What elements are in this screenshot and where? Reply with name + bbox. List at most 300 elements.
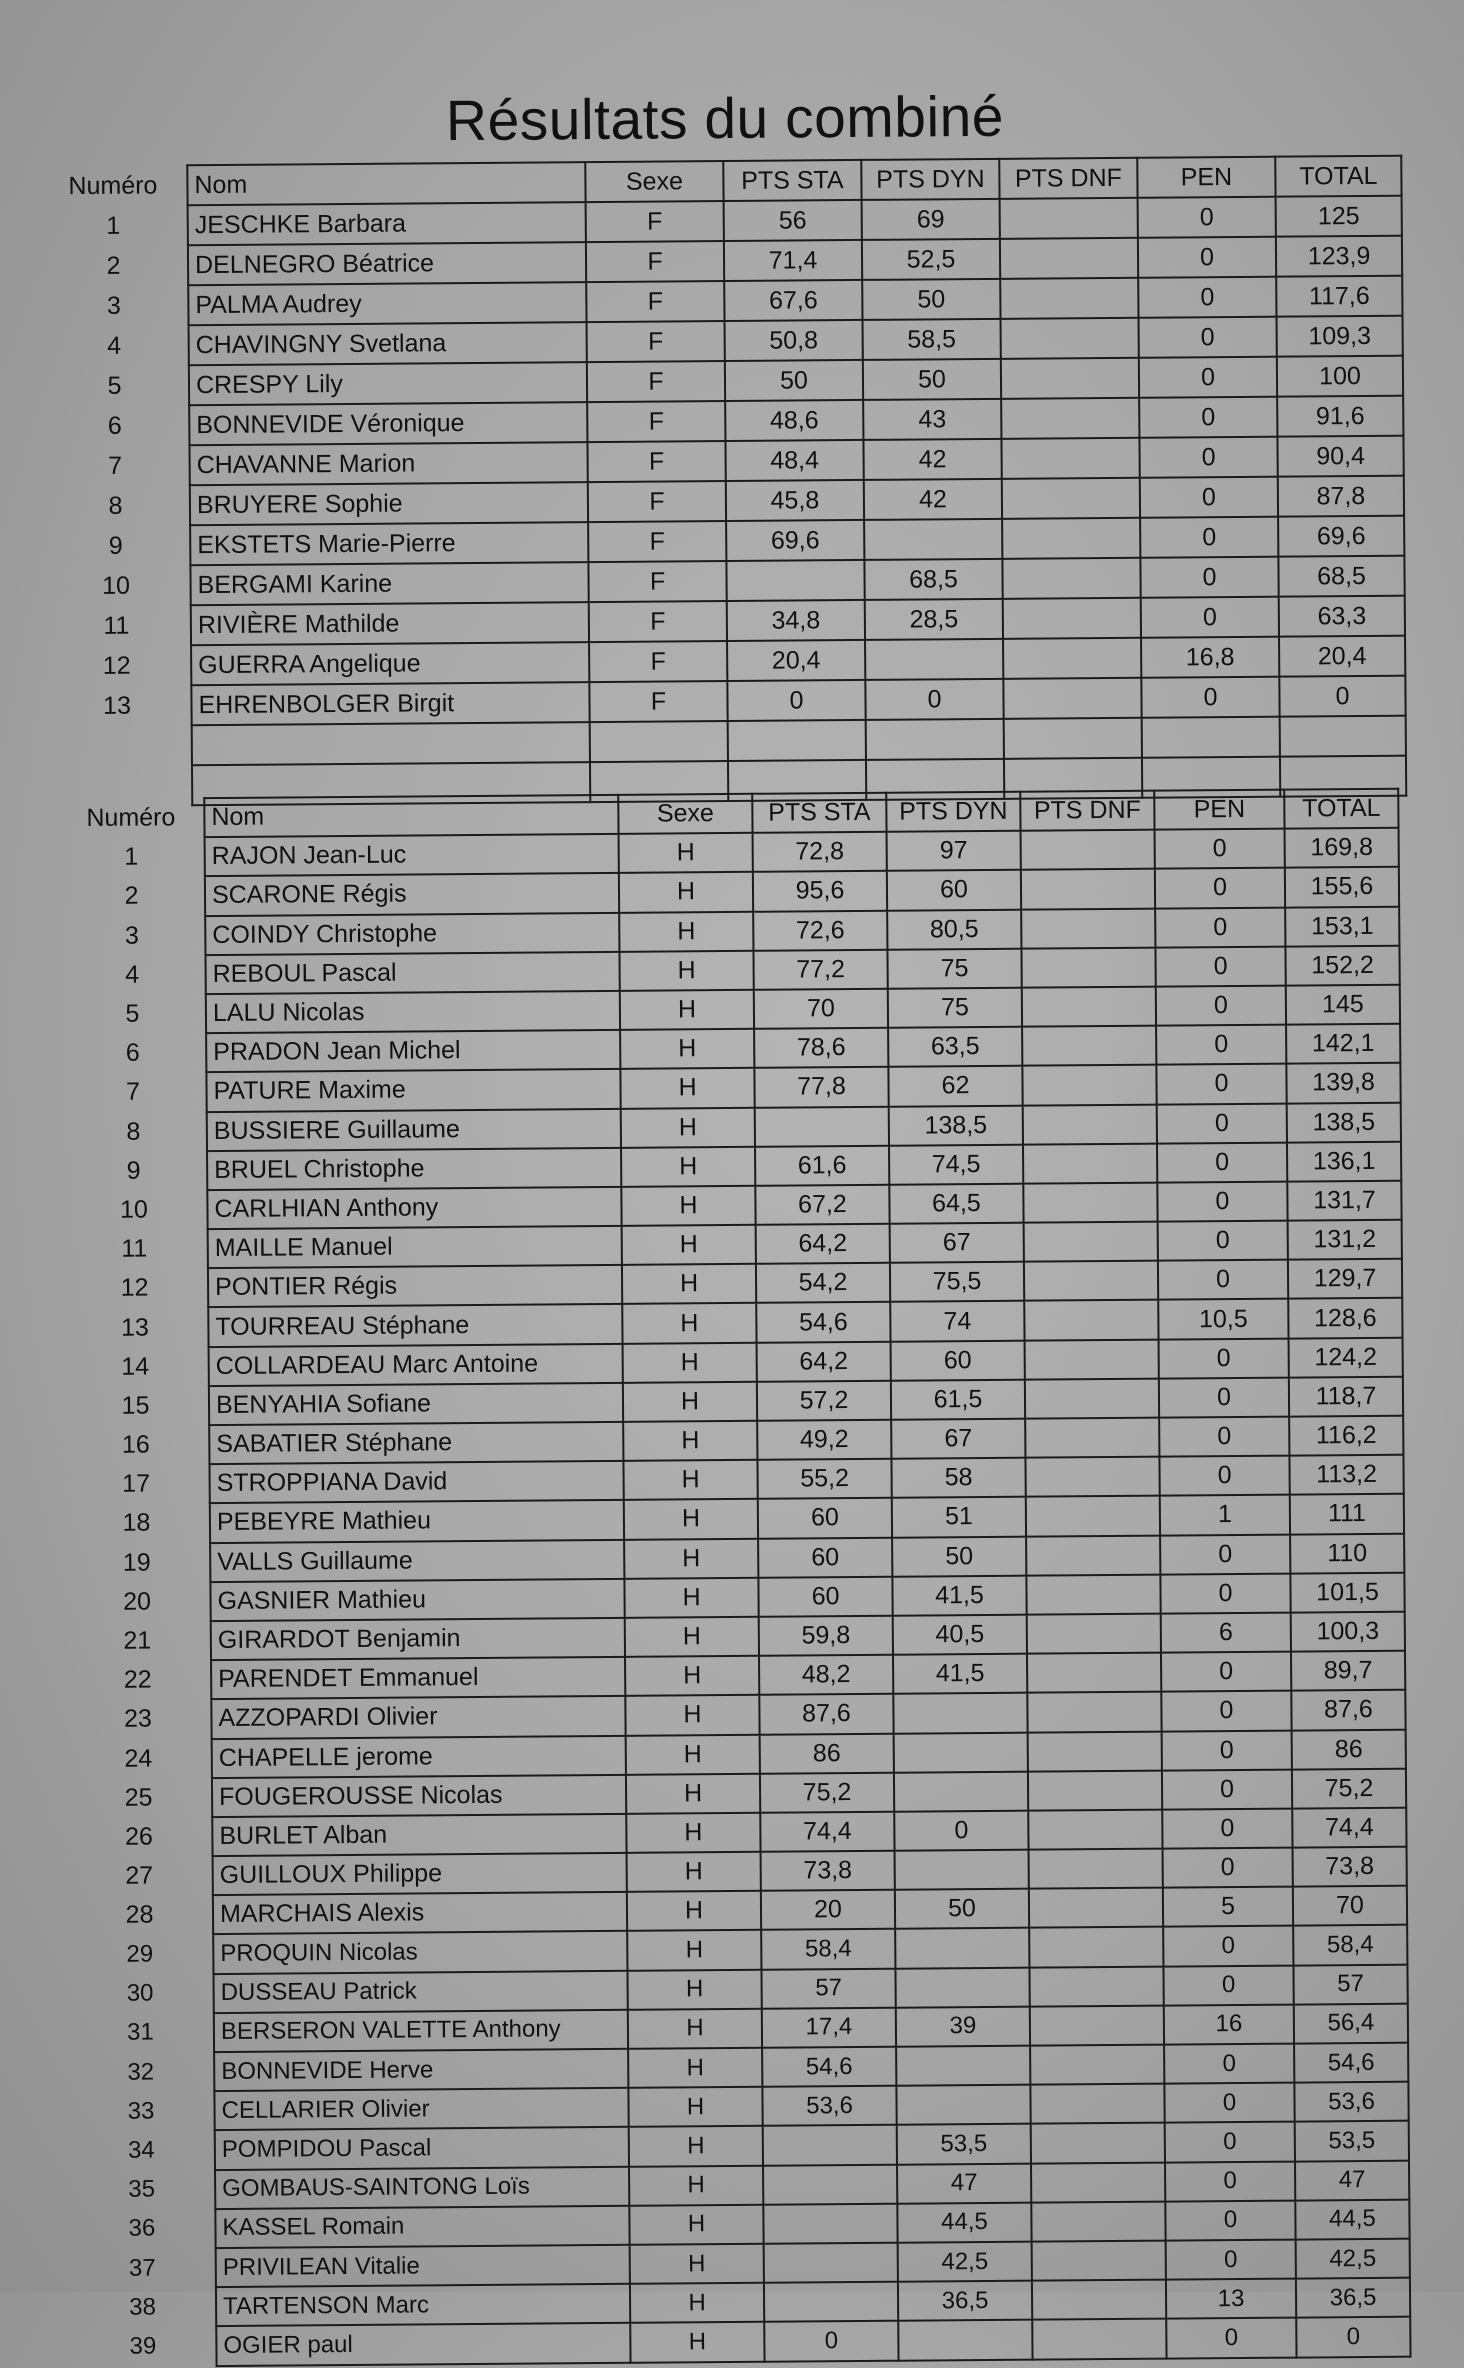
cell-numero: 7 — [108, 451, 123, 480]
cell-numero: 8 — [108, 491, 123, 520]
cell-pts-sta: 73,8 — [761, 1851, 895, 1891]
cell-pen: 6 — [1161, 1613, 1291, 1653]
header-pts-sta: PTS STA — [752, 793, 886, 833]
cell-pts-sta: 55,2 — [757, 1459, 891, 1499]
cell-nom: PRIVILEAN Vitalie — [216, 2245, 630, 2287]
empty-cell — [728, 720, 866, 761]
cell-numero: 6 — [107, 411, 122, 440]
cell-total: 129,7 — [1288, 1259, 1402, 1299]
cell-pts-sta: 17,4 — [762, 2008, 896, 2048]
cell-pts-dyn: 39 — [896, 2006, 1030, 2046]
cell-pen: 0 — [1162, 1808, 1292, 1848]
cell-pen: 0 — [1157, 1181, 1287, 1221]
cell-pts-sta: 54,2 — [756, 1263, 890, 1303]
cell-pts-dnf — [1026, 1574, 1160, 1614]
cell-pen: 0 — [1140, 517, 1278, 558]
cell-total: 54,6 — [1294, 2043, 1408, 2083]
cell-sexe: H — [624, 1538, 758, 1578]
cell-numero: 9 — [108, 531, 123, 560]
cell-pts-dnf — [1001, 438, 1139, 479]
cell-numero: 13 — [120, 1313, 149, 1342]
cell-total: 0 — [1296, 2317, 1410, 2357]
cell-pts-sta: 48,2 — [759, 1655, 893, 1695]
cell-total: 73,8 — [1293, 1847, 1407, 1887]
header-sexe: Sexe — [618, 794, 752, 834]
cell-pts-dnf — [1024, 1300, 1158, 1340]
cell-pts-dnf — [1000, 198, 1138, 239]
cell-nom: JESCHKE Barbara — [188, 202, 586, 245]
empty-cell — [1004, 718, 1142, 759]
cell-nom: BUSSIERE Guillaume — [207, 1108, 621, 1150]
cell-sexe: H — [625, 1656, 759, 1696]
cell-sexe: H — [627, 1969, 761, 2009]
cell-sexe: H — [626, 1773, 760, 1813]
cell-nom: PEBEYRE Mathieu — [210, 1500, 624, 1542]
cell-nom: PARENDET Emmanuel — [211, 1657, 625, 1699]
cell-pts-dyn: 53,5 — [897, 2124, 1031, 2164]
cell-nom: OGIER paul — [216, 2323, 630, 2365]
cell-pts-dnf — [1032, 2280, 1166, 2320]
cell-pts-dnf — [1001, 358, 1139, 399]
cell-pts-sta: 56 — [724, 200, 862, 241]
cell-sexe: H — [625, 1695, 759, 1735]
cell-pen: 0 — [1159, 1377, 1289, 1417]
cell-pts-dyn — [894, 1771, 1028, 1811]
cell-total: 155,6 — [1285, 867, 1399, 907]
cell-pen: 0 — [1160, 1573, 1290, 1613]
cell-sexe: H — [628, 2009, 762, 2049]
cell-sexe: H — [629, 2165, 763, 2205]
cell-total: 36,5 — [1296, 2278, 1410, 2318]
cell-pts-dnf — [1002, 478, 1140, 519]
cell-pts-sta: 50 — [725, 360, 863, 401]
cell-pts-sta: 54,6 — [762, 2047, 896, 2087]
cell-sexe: H — [619, 911, 753, 951]
cell-numero: 30 — [126, 1979, 154, 2007]
cell-pts-dyn: 67 — [891, 1419, 1025, 1459]
cell-pts-dyn: 42 — [863, 439, 1001, 480]
cell-pts-dyn: 74,5 — [889, 1144, 1023, 1184]
cell-pts-dnf — [1021, 908, 1155, 948]
cell-pts-sta: 0 — [764, 2321, 898, 2361]
cell-pts-dyn: 64,5 — [889, 1184, 1023, 1224]
cell-pts-dnf — [1002, 518, 1140, 559]
cell-nom: STROPPIANA David — [209, 1461, 623, 1503]
cell-numero: 39 — [129, 2332, 157, 2360]
cell-sexe: H — [620, 990, 754, 1030]
cell-pts-dnf — [1028, 1731, 1162, 1771]
cell-pts-dnf — [1028, 1809, 1162, 1849]
cell-pts-sta — [763, 2203, 897, 2243]
cell-nom: GUERRA Angelique — [191, 642, 589, 685]
cell-nom: VALLS Guillaume — [210, 1539, 624, 1581]
cell-pts-dnf — [1022, 987, 1156, 1027]
cell-total: 53,6 — [1294, 2082, 1408, 2122]
cell-pts-dnf — [1029, 1927, 1163, 1967]
cell-pts-dnf — [1030, 2084, 1164, 2124]
cell-pts-sta: 57 — [761, 1968, 895, 2008]
cell-pts-dyn: 63,5 — [888, 1027, 1022, 1067]
cell-total: 100,3 — [1291, 1612, 1405, 1652]
cell-nom: TARTENSON Marc — [216, 2284, 630, 2326]
cell-numero: 3 — [106, 291, 121, 320]
cell-pts-sta: 78,6 — [754, 1028, 888, 1068]
header-numero: Numéro — [86, 803, 176, 833]
cell-total: 123,9 — [1276, 236, 1402, 277]
cell-total: 153,1 — [1285, 906, 1399, 946]
cell-pts-dnf — [1002, 558, 1140, 599]
cell-pts-dyn: 74 — [890, 1301, 1024, 1341]
cell-sexe: H — [623, 1342, 757, 1382]
cell-total: 139,8 — [1286, 1063, 1400, 1103]
cell-pts-dyn — [864, 519, 1002, 560]
cell-total: 117,6 — [1276, 276, 1402, 317]
cell-pen: 0 — [1139, 357, 1277, 398]
cell-numero: 4 — [125, 960, 140, 989]
cell-nom: KASSEL Romain — [215, 2206, 629, 2248]
cell-numero: 13 — [103, 691, 132, 720]
cell-numero: 5 — [107, 371, 122, 400]
cell-pts-dnf — [1028, 1770, 1162, 1810]
cell-sexe: H — [625, 1617, 759, 1657]
header-pts-dnf: PTS DNF — [999, 158, 1137, 199]
cell-pen: 0 — [1163, 1848, 1293, 1888]
empty-cell — [590, 721, 728, 762]
cell-total: 152,2 — [1285, 945, 1399, 985]
cell-pts-sta: 87,6 — [759, 1694, 893, 1734]
cell-pts-sta: 67,6 — [724, 280, 862, 321]
men-results-table — [58, 788, 1411, 2368]
cell-total: 131,7 — [1287, 1181, 1401, 1221]
cell-numero: 33 — [127, 2097, 155, 2125]
cell-pts-dyn: 36,5 — [898, 2281, 1032, 2321]
cell-pts-dnf — [1024, 1261, 1158, 1301]
cell-pts-dnf — [1029, 1966, 1163, 2006]
cell-pts-dyn: 58 — [891, 1458, 1025, 1498]
cell-total: 109,3 — [1277, 316, 1403, 357]
cell-pts-dyn: 50 — [863, 359, 1001, 400]
cell-sexe: H — [619, 872, 753, 912]
cell-pts-dyn — [895, 1850, 1029, 1890]
cell-pts-sta: 74,4 — [760, 1812, 894, 1852]
cell-nom: TOURREAU Stéphane — [208, 1304, 622, 1346]
cell-pts-dyn: 60 — [887, 870, 1021, 910]
cell-pts-dyn: 41,5 — [893, 1654, 1027, 1694]
cell-numero: 6 — [125, 1038, 140, 1067]
cell-pts-sta: 59,8 — [759, 1616, 893, 1656]
cell-sexe: H — [622, 1225, 756, 1265]
cell-sexe: H — [627, 1891, 761, 1931]
cell-nom: FOUGEROUSSE Nicolas — [212, 1775, 626, 1817]
header-total: TOTAL — [1275, 156, 1401, 197]
cell-nom: CRESPY Lily — [189, 362, 587, 405]
results-sheet — [24, 0, 1442, 2360]
cell-pts-dyn — [893, 1693, 1027, 1733]
cell-numero: 4 — [107, 331, 122, 360]
cell-pts-dnf — [1025, 1378, 1159, 1418]
cell-sexe: H — [630, 2244, 764, 2284]
cell-pts-dyn: 68,5 — [864, 559, 1002, 600]
cell-numero: 26 — [124, 1822, 153, 1851]
cell-sexe: F — [587, 441, 725, 482]
cell-numero: 22 — [123, 1665, 152, 1694]
cell-nom: COLLARDEAU Marc Antoine — [209, 1343, 623, 1385]
cell-sexe: H — [630, 2283, 764, 2323]
cell-pts-dyn: 58,5 — [863, 319, 1001, 360]
cell-pts-dyn — [896, 2046, 1030, 2086]
cell-numero: 1 — [124, 842, 139, 872]
cell-pts-dnf — [1027, 1653, 1161, 1693]
cell-numero: 37 — [128, 2254, 156, 2282]
cell-pts-sta: 34,8 — [727, 600, 865, 641]
cell-pen: 1 — [1160, 1495, 1290, 1535]
page-title: Résultats du combiné — [445, 84, 1005, 154]
cell-numero: 15 — [121, 1391, 150, 1420]
cell-numero: 9 — [126, 1156, 141, 1185]
cell-pen: 0 — [1162, 1730, 1292, 1770]
cell-pen: 5 — [1163, 1887, 1293, 1927]
cell-pen: 0 — [1164, 2044, 1294, 2084]
cell-pts-sta — [764, 2282, 898, 2322]
cell-total: 124,2 — [1289, 1337, 1403, 1377]
cell-total: 68,5 — [1278, 556, 1404, 597]
cell-sexe: F — [589, 601, 727, 642]
cell-total: 86 — [1292, 1729, 1406, 1769]
cell-pts-dnf — [1026, 1496, 1160, 1536]
cell-pts-dnf — [1001, 398, 1139, 439]
cell-numero: 3 — [124, 921, 139, 950]
cell-total: 87,8 — [1278, 476, 1404, 517]
cell-pts-dnf — [1025, 1457, 1159, 1497]
cell-numero: 35 — [128, 2175, 156, 2203]
cell-sexe: H — [622, 1264, 756, 1304]
empty-cell — [192, 722, 590, 765]
cell-total: 87,6 — [1291, 1690, 1405, 1730]
cell-pen: 16 — [1164, 2004, 1294, 2044]
cell-nom: PATURE Maxime — [206, 1069, 620, 1111]
cell-total: 20,4 — [1279, 636, 1405, 677]
cell-total: 57 — [1293, 1964, 1407, 2004]
empty-cell — [44, 725, 192, 766]
cell-pts-dyn: 44,5 — [897, 2202, 1031, 2242]
cell-pen: 0 — [1155, 946, 1285, 986]
cell-numero: 1 — [106, 211, 121, 240]
cell-numero: 24 — [124, 1744, 153, 1773]
cell-pts-sta: 61,6 — [755, 1145, 889, 1185]
cell-pts-dnf — [1023, 1183, 1157, 1223]
cell-pts-dnf — [1025, 1339, 1159, 1379]
header-pen: PEN — [1154, 790, 1284, 830]
cell-pen: 0 — [1161, 1691, 1291, 1731]
cell-nom: GUILLOUX Philippe — [213, 1853, 627, 1895]
cell-total: 58,4 — [1293, 1925, 1407, 1965]
cell-pts-dnf — [1023, 1104, 1157, 1144]
cell-pts-sta: 60 — [758, 1576, 892, 1616]
cell-pts-dyn: 60 — [891, 1340, 1025, 1380]
cell-nom: CELLARIER Olivier — [214, 2088, 628, 2130]
cell-total: 125 — [1276, 196, 1402, 237]
cell-pts-dnf — [1025, 1418, 1159, 1458]
cell-numero: 10 — [102, 571, 131, 600]
cell-sexe: H — [619, 833, 753, 873]
cell-pts-dyn — [865, 639, 1003, 680]
cell-pts-sta: 64,2 — [757, 1341, 891, 1381]
header-numero: Numéro — [68, 170, 158, 200]
cell-pts-sta — [726, 560, 864, 601]
cell-sexe: H — [619, 951, 753, 991]
cell-pen: 0 — [1161, 1652, 1291, 1692]
cell-pts-sta: 0 — [727, 680, 865, 721]
cell-numero: 36 — [128, 2214, 156, 2243]
women-results-table — [39, 155, 1407, 808]
cell-numero: 5 — [125, 999, 140, 1028]
cell-numero: 27 — [125, 1861, 154, 1890]
cell-pts-dyn — [895, 1928, 1029, 1968]
cell-pts-dnf — [1021, 947, 1155, 987]
cell-pen: 0 — [1159, 1338, 1289, 1378]
cell-pts-sta: 20 — [761, 1890, 895, 1930]
cell-pts-dnf — [1029, 1849, 1163, 1889]
cell-pen: 0 — [1138, 197, 1276, 238]
cell-total: 111 — [1290, 1494, 1404, 1534]
cell-numero: 11 — [121, 1234, 148, 1263]
cell-total: 63,3 — [1279, 596, 1405, 637]
cell-total: 91,6 — [1277, 396, 1403, 437]
cell-pts-dyn: 50 — [895, 1889, 1029, 1929]
cell-pts-dyn: 50 — [862, 279, 1000, 320]
cell-numero: 18 — [122, 1509, 151, 1538]
cell-pts-sta: 60 — [758, 1537, 892, 1577]
cell-total: 131,2 — [1288, 1220, 1402, 1260]
cell-numero: 10 — [119, 1195, 148, 1224]
cell-pts-sta: 48,4 — [725, 440, 863, 481]
empty-cell — [866, 719, 1004, 760]
header-sexe: Sexe — [585, 161, 723, 202]
cell-nom: GOMBAUS-SAINTONG Loïs — [215, 2166, 629, 2208]
cell-pts-sta: 77,2 — [753, 949, 887, 989]
cell-numero: 8 — [126, 1117, 141, 1146]
cell-pen: 0 — [1139, 437, 1277, 478]
cell-pts-dyn: 47 — [897, 2163, 1031, 2203]
header-pts-dyn: PTS DYN — [886, 792, 1020, 832]
cell-pen: 0 — [1140, 477, 1278, 518]
cell-pts-sta: 53,6 — [762, 2086, 896, 2126]
cell-pts-dyn: 0 — [865, 679, 1003, 720]
cell-pts-dnf — [1027, 1692, 1161, 1732]
cell-pen: 0 — [1139, 397, 1277, 438]
cell-total: 47 — [1295, 2160, 1409, 2200]
cell-sexe: F — [589, 641, 727, 682]
cell-pts-dnf — [1003, 678, 1141, 719]
cell-nom: PRADON Jean Michel — [206, 1030, 620, 1072]
cell-nom: POMPIDOU Pascal — [215, 2127, 629, 2169]
header-nom: Nom — [204, 795, 618, 837]
cell-pts-dnf — [1022, 1065, 1156, 1105]
cell-pen: 0 — [1156, 1064, 1286, 1104]
cell-pen: 0 — [1157, 1142, 1287, 1182]
cell-pts-sta: 60 — [758, 1498, 892, 1538]
cell-nom: CHAVINGNY Svetlana — [189, 322, 587, 365]
cell-sexe: H — [624, 1499, 758, 1539]
cell-pts-dyn — [895, 1967, 1029, 2007]
cell-pts-dnf — [1027, 1614, 1161, 1654]
cell-nom: CHAPELLE jerome — [212, 1735, 626, 1777]
cell-total: 138,5 — [1287, 1102, 1401, 1142]
cell-pts-sta: 72,8 — [753, 832, 887, 872]
cell-nom: CARLHIAN Anthony — [207, 1187, 621, 1229]
cell-sexe: H — [628, 2048, 762, 2088]
cell-pts-sta: 50,8 — [725, 320, 863, 361]
cell-sexe: H — [629, 2205, 763, 2245]
cell-pen: 10,5 — [1158, 1299, 1288, 1339]
header-pts-dnf: PTS DNF — [1020, 791, 1154, 831]
cell-pts-sta — [763, 2164, 897, 2204]
cell-pts-dyn: 138,5 — [889, 1105, 1023, 1145]
cell-pen: 0 — [1140, 557, 1278, 598]
cell-pen: 0 — [1155, 868, 1285, 908]
cell-nom: SABATIER Stéphane — [209, 1422, 623, 1464]
cell-numero: 17 — [122, 1469, 151, 1499]
cell-pts-dnf — [1003, 598, 1141, 639]
cell-nom: GIRARDOT Benjamin — [211, 1618, 625, 1660]
cell-pen: 16,8 — [1141, 637, 1279, 678]
cell-sexe: H — [628, 2087, 762, 2127]
cell-sexe: F — [588, 521, 726, 562]
cell-pts-sta: 72,6 — [753, 910, 887, 950]
cell-sexe: H — [629, 2126, 763, 2166]
cell-pen: 0 — [1163, 1965, 1293, 2005]
cell-pts-dnf — [1030, 2005, 1164, 2045]
cell-nom: PALMA Audrey — [188, 282, 586, 325]
cell-numero: 25 — [124, 1783, 153, 1812]
cell-total: 100 — [1277, 356, 1403, 397]
cell-total: 70 — [1293, 1886, 1407, 1926]
cell-pts-sta: 77,8 — [754, 1067, 888, 1107]
cell-numero: 31 — [126, 2018, 154, 2047]
cell-sexe: H — [621, 1186, 755, 1226]
cell-pts-dyn: 42,5 — [898, 2242, 1032, 2282]
cell-nom: BERGAMI Karine — [190, 562, 588, 605]
cell-pts-dyn: 61,5 — [891, 1379, 1025, 1419]
cell-pts-dyn: 42 — [864, 479, 1002, 520]
cell-total: 69,6 — [1278, 516, 1404, 557]
cell-nom: DELNEGRO Béatrice — [188, 242, 586, 285]
cell-sexe: H — [622, 1303, 756, 1343]
cell-sexe: H — [630, 2322, 764, 2362]
cell-sexe: F — [588, 561, 726, 602]
cell-pts-sta: 70 — [754, 989, 888, 1029]
cell-pts-dyn: 80,5 — [887, 909, 1021, 949]
cell-pts-dnf — [1029, 1888, 1163, 1928]
cell-pts-dnf — [1031, 2201, 1165, 2241]
cell-total: 90,4 — [1277, 436, 1403, 477]
cell-sexe: H — [621, 1107, 755, 1147]
cell-total: 101,5 — [1290, 1572, 1404, 1612]
cell-pts-sta: 20,4 — [727, 640, 865, 681]
cell-pts-dyn: 62 — [888, 1066, 1022, 1106]
cell-pts-dyn: 75 — [888, 988, 1022, 1028]
cell-nom: PONTIER Régis — [208, 1265, 622, 1307]
cell-pts-dyn: 75 — [887, 948, 1021, 988]
cell-pts-dyn: 52,5 — [862, 239, 1000, 280]
cell-total: 142,1 — [1286, 1024, 1400, 1064]
cell-pts-dnf — [1032, 2319, 1166, 2359]
cell-total: 75,2 — [1292, 1768, 1406, 1808]
cell-pts-dyn: 41,5 — [892, 1575, 1026, 1615]
cell-nom: RIVIÈRE Mathilde — [191, 602, 589, 645]
cell-nom: GASNIER Mathieu — [210, 1579, 624, 1621]
cell-sexe: F — [589, 681, 727, 722]
